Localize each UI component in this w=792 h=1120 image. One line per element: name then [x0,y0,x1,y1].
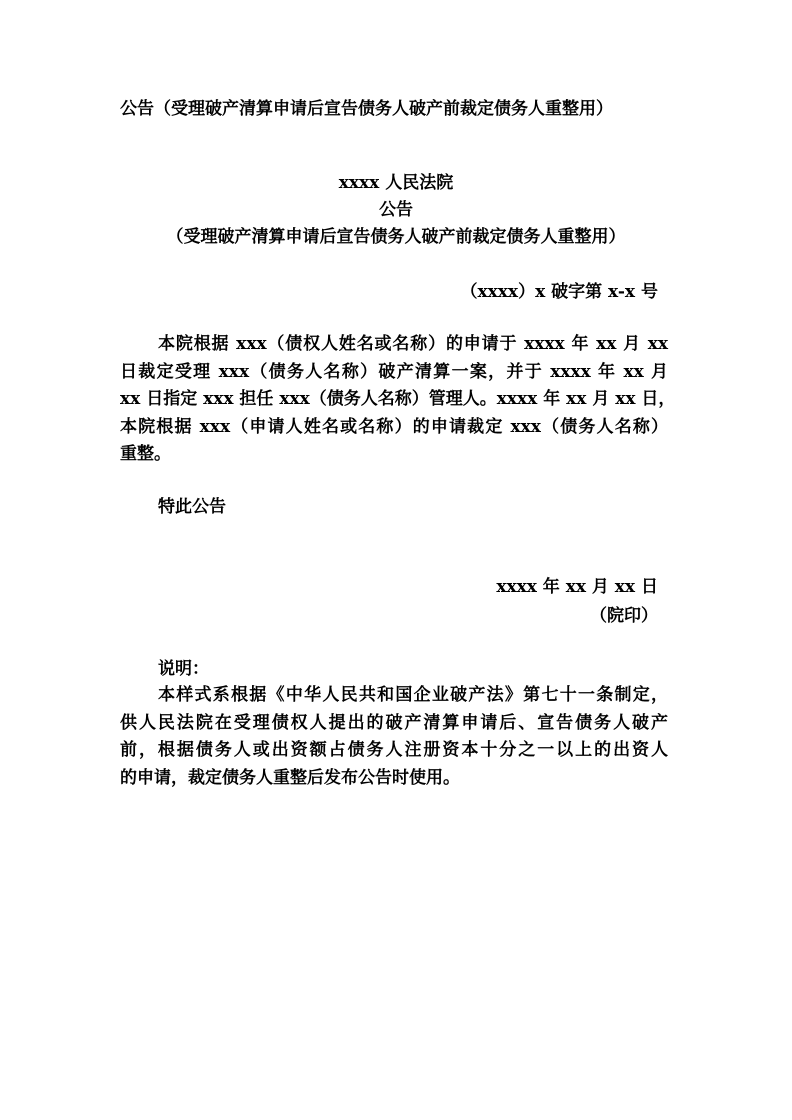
explanation-line: 前，根据债务人或出资额占债务人注册资本十分之一以上的出资人 [120,740,668,760]
body-line: 日裁定受理 xxx（债务人名称）破产清算一案，并于 xxxx 年 xx 月 [120,361,668,382]
explanation-line: 的申请，裁定债务人重整后发布公告时使用。 [120,767,460,788]
special-notice: 特此公告 [158,497,226,517]
header-title: 公告（受理破产清算申请后宣告债务人破产前裁定债务人重整用） [120,99,613,119]
court-seal: （院印） [590,606,658,626]
body-line: xx 日指定 xxx 担任 xxx（债务人名称）管理人。xxxx 年 xx 月 xx 日， [120,389,676,409]
explanation-line: 本样式系根据《中华人民共和国企业破产法》第七十一条制定， [158,685,668,705]
body-line: 重整。 [120,444,171,464]
case-number: （xxxx）x 破字第 x-x 号 [460,282,658,302]
body-paragraph [120,331,676,469]
body-line: 本院根据 xxx（债权人姓名或名称）的申请于 xxxx 年 xx 月 xx [158,334,668,354]
notice-subtitle: （受理破产清算申请后宣告债务人破产前裁定债务人重整用） [166,227,626,247]
notice-title: 公告 [379,200,413,220]
court-name: xxxx 人民法院 [338,173,454,193]
explanation-paragraph [120,682,668,792]
explanation-label: 说明： [158,659,209,679]
explanation-line: 供人民法院在受理债权人提出的破产清算申请后、宣告债务人破产 [120,712,668,733]
body-line: 本院根据 xxx（申请人姓名或名称）的申请裁定 xxx（债务人名称） [120,416,668,437]
notice-date: xxxx 年 xx 月 xx 日 [496,577,658,597]
